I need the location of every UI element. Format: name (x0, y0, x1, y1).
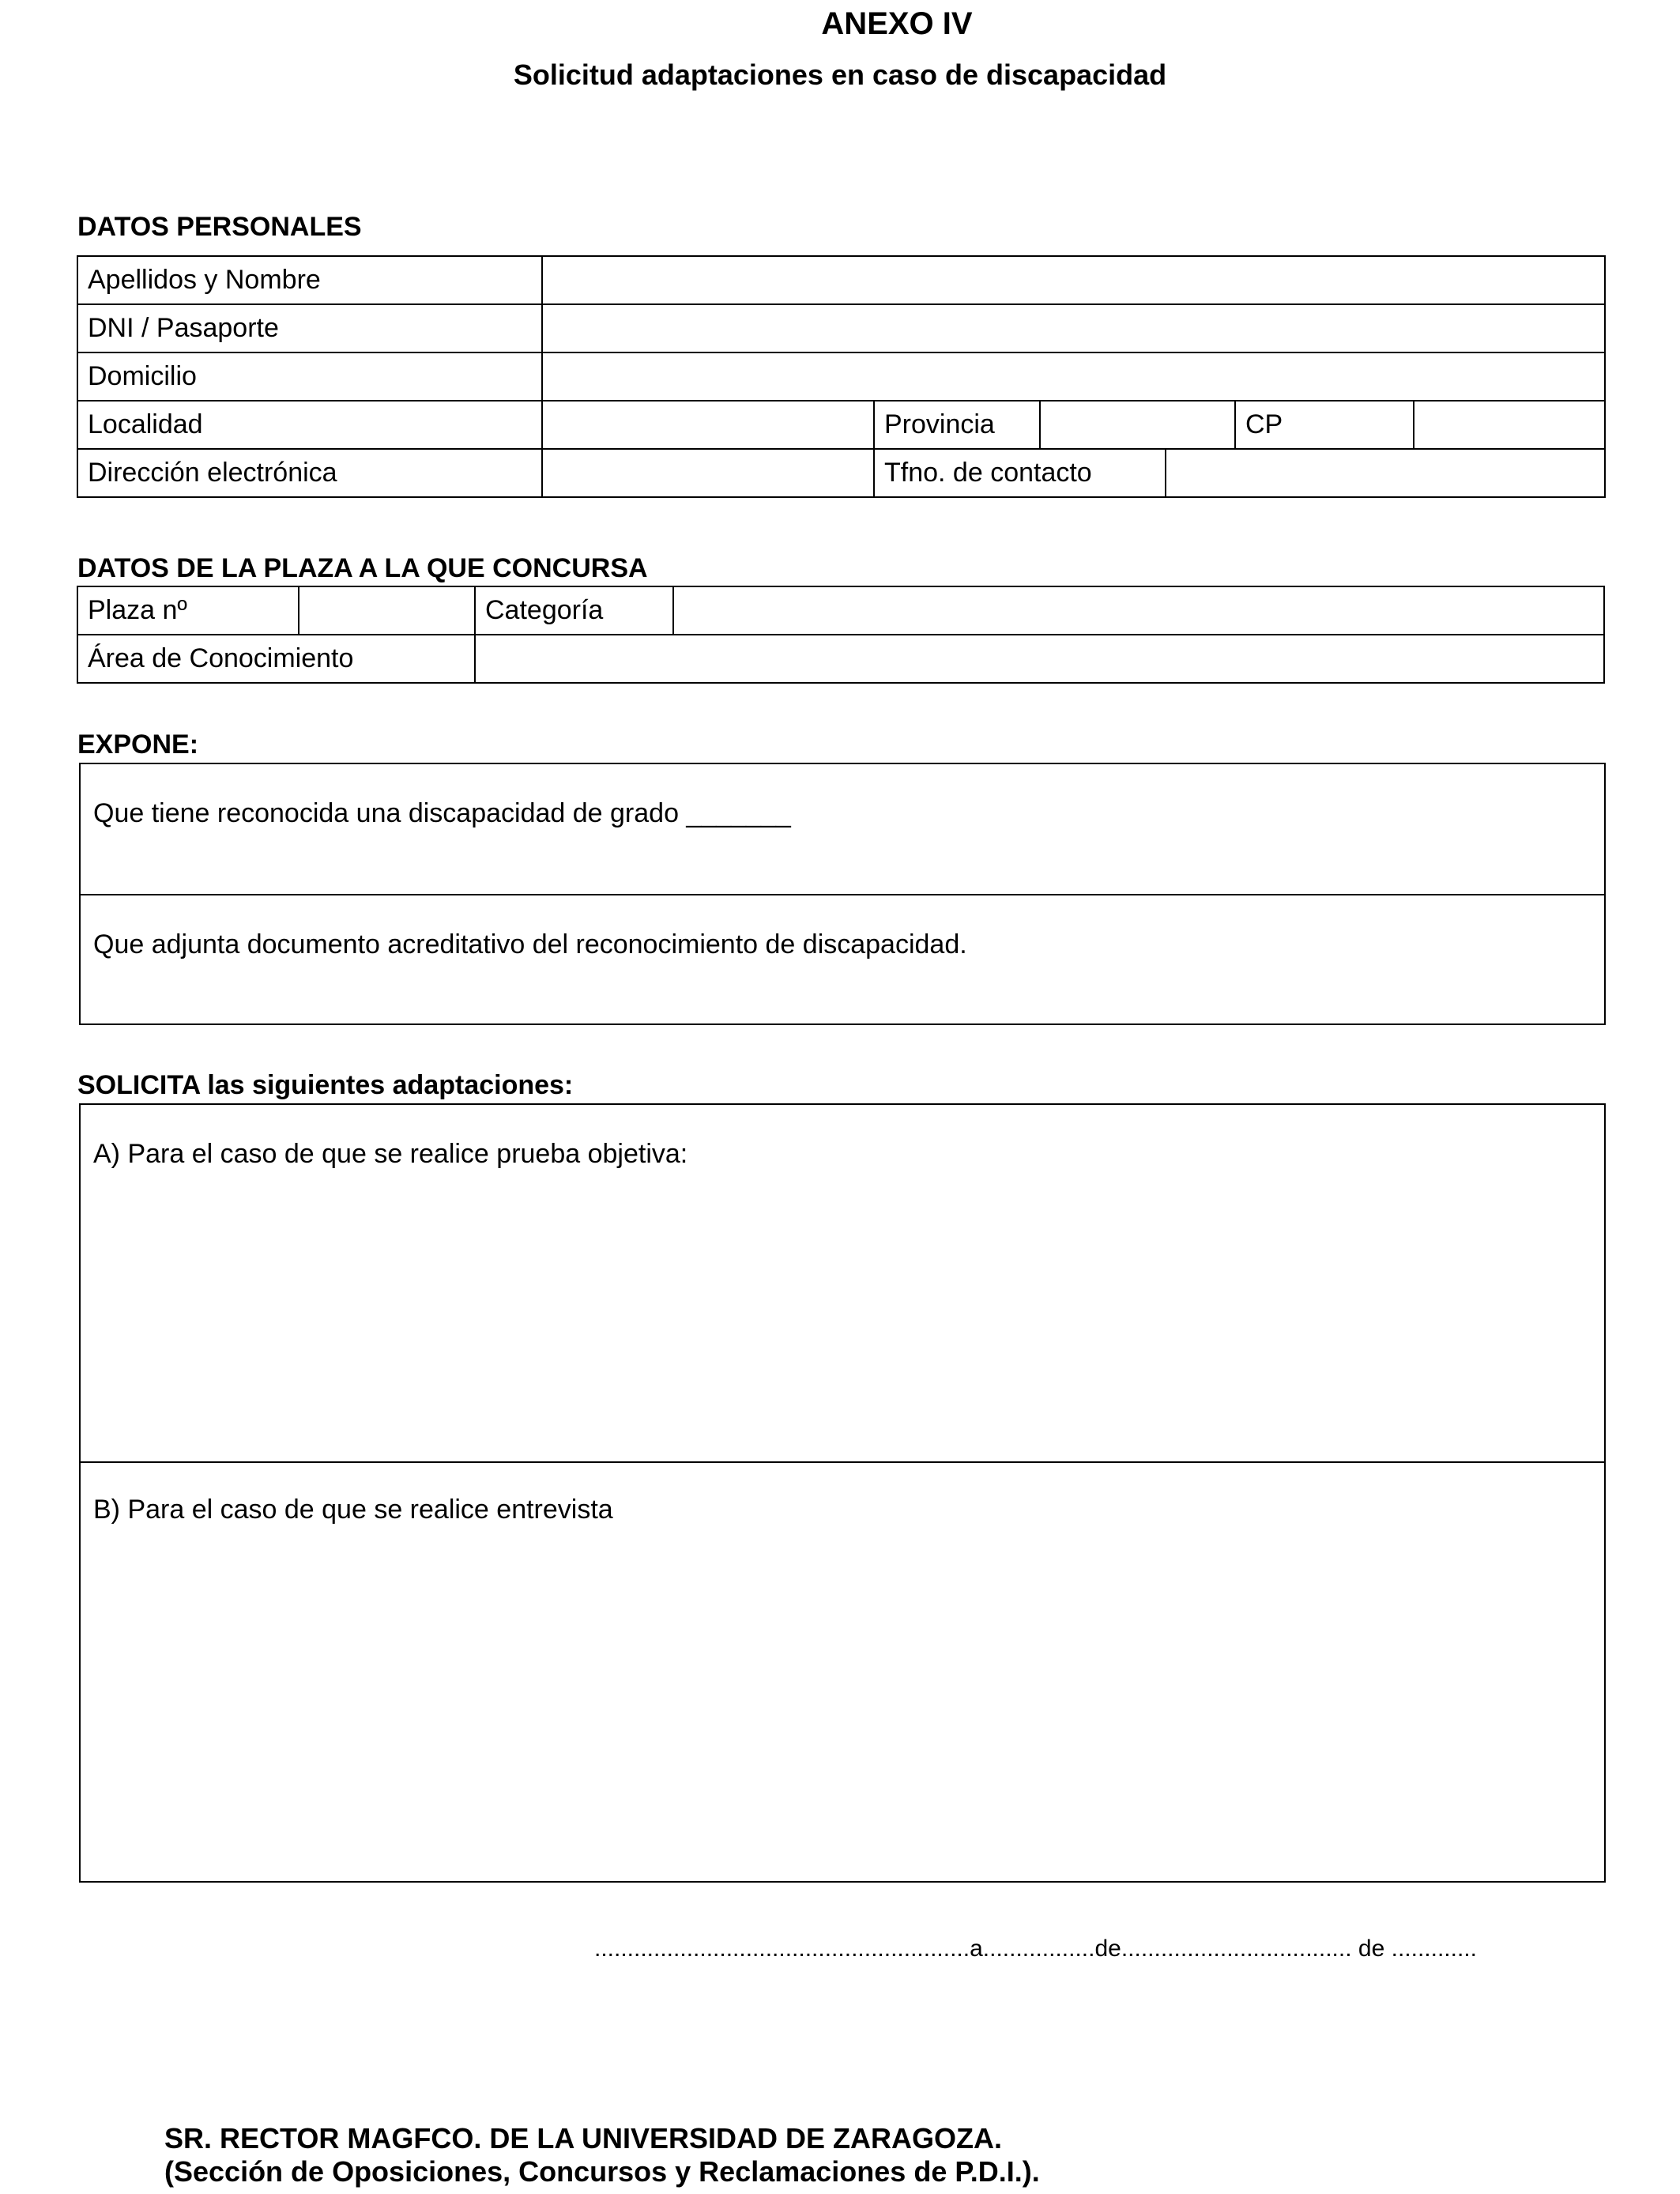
section-expone-heading: EXPONE: (77, 729, 199, 760)
field-adaptacion-b[interactable] (81, 1463, 1604, 1883)
label-provincia: Provincia (874, 401, 1040, 449)
row-plaza (77, 586, 1604, 635)
section-personal-heading: DATOS PERSONALES (77, 212, 362, 242)
section-solicita-heading: SOLICITA las siguientes adaptaciones: (77, 1070, 574, 1100)
field-dni[interactable] (542, 304, 1605, 352)
plaza-data-table (77, 586, 1605, 684)
field-cp[interactable] (1414, 401, 1605, 449)
row-email (77, 449, 1605, 497)
field-localidad[interactable] (542, 401, 874, 449)
solicita-item-b: B) Para el caso de que se realice entrevista (93, 1495, 613, 1525)
section-plaza-heading: DATOS DE LA PLAZA A LA QUE CONCURSA (77, 553, 648, 583)
row-apellidos (77, 256, 1605, 304)
label-apellidos: Apellidos y Nombre (77, 256, 542, 304)
label-localidad: Localidad (77, 401, 542, 449)
personal-data-table (77, 255, 1606, 498)
field-telefono[interactable] (1166, 449, 1605, 497)
expone-divider (81, 894, 1604, 895)
expone-line-documento: Que adjunta documento acreditativo del reconocimiento de discapacidad. (93, 929, 967, 959)
label-telefono: Tfno. de contacto (874, 449, 1166, 497)
row-dni (77, 304, 1605, 352)
field-email[interactable] (542, 449, 874, 497)
page-title: ANEXO IV (821, 6, 973, 41)
label-domicilio: Domicilio (77, 352, 542, 401)
label-cp: CP (1235, 401, 1414, 449)
solicita-item-a: A) Para el caso de que se realice prueba objetiva: (93, 1139, 688, 1169)
label-plaza-no: Plaza nº (77, 586, 299, 635)
label-dni: DNI / Pasaporte (77, 304, 542, 352)
row-domicilio (77, 352, 1605, 401)
field-categoria[interactable] (673, 586, 1604, 635)
field-domicilio[interactable] (542, 352, 1605, 401)
expone-line-grado: Que tiene reconocida una discapacidad de grado _______ (93, 798, 791, 828)
row-localidad (77, 401, 1605, 449)
field-adaptacion-a[interactable] (81, 1105, 1604, 1461)
footer-section: (Sección de Oposiciones, Concursos y Reclamaciones de P.D.I.). (164, 2155, 1040, 2188)
date-signature-line[interactable]: .........................................................a.................de................................... de ............. (594, 1936, 1477, 1962)
field-apellidos[interactable] (542, 256, 1605, 304)
solicita-box (79, 1103, 1606, 1883)
page-subtitle: Solicitud adaptaciones en caso de discapacidad (513, 58, 1167, 91)
row-area (77, 635, 1604, 683)
field-provincia[interactable] (1040, 401, 1235, 449)
field-area[interactable] (475, 635, 1604, 683)
expone-box (79, 763, 1606, 1025)
label-email: Dirección electrónica (77, 449, 542, 497)
field-plaza-no[interactable] (299, 586, 475, 635)
label-categoria: Categoría (475, 586, 673, 635)
label-area: Área de Conocimiento (77, 635, 475, 683)
footer-recipient: SR. RECTOR MAGFCO. DE LA UNIVERSIDAD DE ZARAGOZA. (164, 2122, 1003, 2154)
